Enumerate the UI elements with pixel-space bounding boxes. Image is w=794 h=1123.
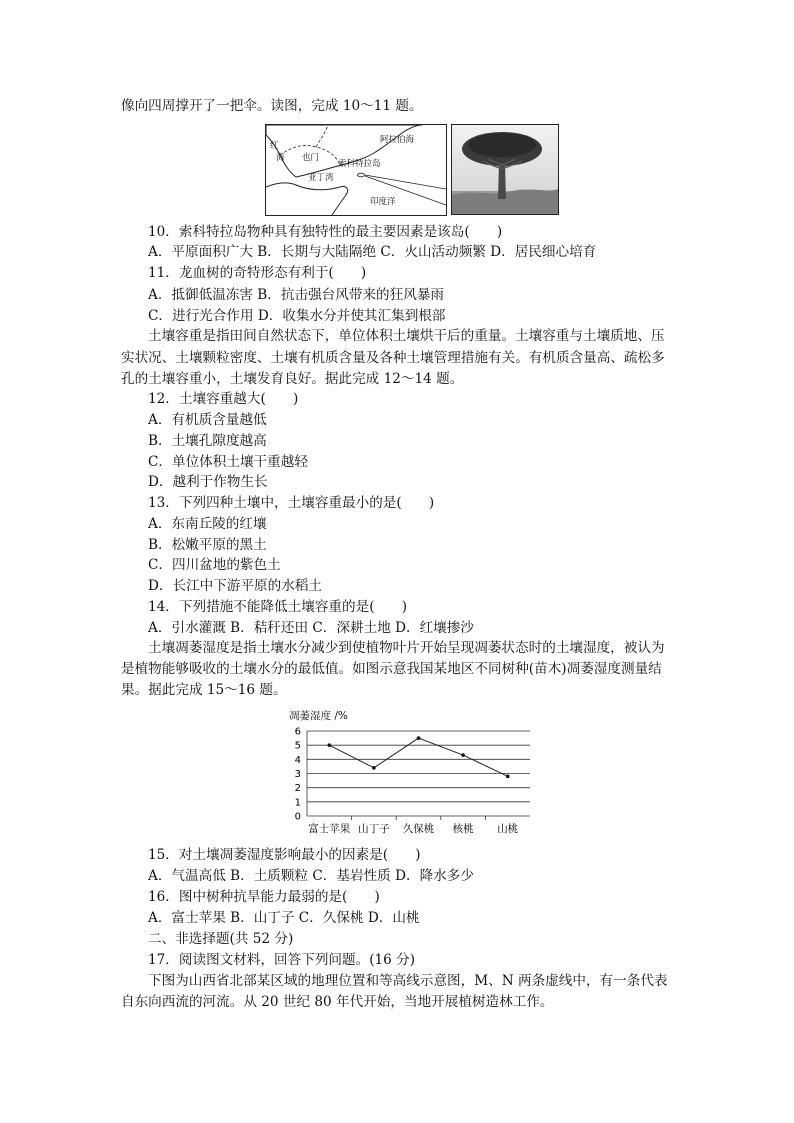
label-red-sea-2: 海 (276, 153, 285, 163)
passage-wilting-3: 果。据此完成 15～16 题。 (121, 682, 287, 698)
passage-soil-density-2: 实状况、土壤颗粒密度、土壤有机质含量及各种土壤管理措施有关。有机质含量高、疏松多 (121, 350, 665, 366)
chart-data-point (372, 766, 376, 770)
question-10-options: A．平原面积广大 B．长期与大陆隔绝 C．火山活动频繁 D．居民细心培育 (148, 244, 597, 260)
chart-x-tick-label: 久保桃 (402, 823, 435, 835)
question-14: 14．下列措施不能降低土壤容重的是( ) (148, 599, 407, 615)
passage-soil-density-3: 孔的土壤容重小，土壤发育良好。据此完成 12～14 题。 (121, 371, 464, 387)
question-12-option-d: D．越利于作物生长 (148, 474, 268, 490)
chart-y-tick-label: 4 (294, 754, 301, 766)
chart-y-tick-label: 5 (294, 740, 301, 752)
question-15: 15．对土壤凋萎湿度影响最小的因素是( ) (148, 847, 421, 863)
chart-y-tick-label: 0 (294, 811, 301, 823)
question-11: 11．龙血树的奇特形态有利于( ) (148, 265, 367, 281)
question-13: 13．下列四种土壤中，土壤容重最小的是( ) (148, 495, 435, 511)
chart-y-tick-label: 3 (294, 769, 301, 780)
tree-illustration (452, 125, 558, 214)
question-11-options-cd: C．进行光合作用 D．收集水分并使其汇集到根部 (148, 308, 446, 324)
question-12-option-c: C．单位体积土壤干重越轻 (148, 454, 308, 470)
chart-y-tick-label: 1 (294, 797, 301, 809)
question-17: 17．阅读图文材料，回答下列问题。(16 分) (148, 952, 416, 968)
label-red-sea-1: 红 (270, 141, 279, 151)
label-gulf-of-aden: 亚丁湾 (308, 173, 334, 183)
chart-svg (285, 703, 545, 843)
passage-soil-density-1: 土壤容重是指田间自然状态下，单位体积土壤烘干后的重量。土壤容重与土壤质地、压 (148, 328, 665, 344)
question-10: 10．索科特拉岛物种具有独特性的最主要因素是该岛( ) (148, 224, 503, 240)
chart-y-axis-label: 凋萎湿度 /% (289, 710, 348, 722)
chart-x-tick-label: 山桃 (497, 823, 519, 835)
question-12-option-b: B．土壤孔隙度越高 (148, 433, 267, 449)
pointer-line-1 (365, 175, 446, 189)
arabia-coast (266, 125, 422, 177)
question-14-options: A．引水灌溉 B．秸秆还田 C．深耕土地 D．红壤掺沙 (148, 620, 474, 636)
chart-data-point (417, 736, 421, 740)
socotra-location-map (265, 124, 447, 216)
question-12-option-a: A．有机质含量越低 (148, 412, 267, 428)
label-socotra: 索科特拉岛 (338, 159, 381, 169)
chart-y-tick-label: 6 (294, 726, 301, 738)
chart-data-point (461, 753, 465, 757)
chart-data-point (506, 775, 510, 779)
section-heading-2: 二、非选择题(共 52 分) (148, 931, 294, 947)
africa-coast (266, 183, 348, 215)
socotra-island (358, 173, 365, 177)
question-13-option-a: A．东南丘陵的红壤 (148, 516, 267, 532)
chart-y-tick-label: 2 (294, 783, 301, 795)
chart-x-tick-label: 核桃 (452, 823, 474, 835)
question-13-option-b: B．松嫩平原的黑土 (148, 537, 267, 553)
question-13-option-d: D．长江中下游平原的水稻土 (148, 578, 323, 594)
chart-x-tick-label: 山丁子 (358, 823, 390, 835)
label-yemen: 也门 (302, 153, 320, 163)
passage-shanxi-2: 自东向西流的河流。从 20 世纪 80 年代开始，当地开展植树造林工作。 (121, 994, 554, 1010)
intro-continuation: 像向四周撑开了一把伞。读图，完成 10～11 题。 (121, 98, 423, 114)
chart-x-tick-label: 富士苹果 (308, 823, 351, 835)
dragon-blood-tree-photo (451, 124, 559, 215)
question-16: 16．图中树种抗旱能力最弱的是( ) (148, 889, 380, 905)
wilting-humidity-chart (285, 703, 545, 843)
passage-wilting-2: 是植物能够吸收的土壤水分的最低值。如图示意我国某地区不同树种(苗木)凋萎湿度测量结 (121, 661, 662, 677)
chart-series-line (329, 738, 507, 776)
question-13-option-c: C．四川盆地的紫色土 (148, 557, 281, 573)
map-drawing (266, 125, 446, 215)
passage-shanxi-1: 下图为山西省北部某区域的地理位置和等高线示意图，M、N 两条虚线中，有一条代表 (148, 973, 668, 989)
question-11-options-ab: A．抵御低温冻害 B．抗击强台风带来的狂风暴雨 (148, 287, 445, 303)
question-12: 12．土壤容重越大( ) (148, 391, 299, 407)
label-indian-ocean: 印度洋 (370, 197, 396, 207)
question-16-options: A．富士苹果 B．山丁子 C．久保桃 D．山桃 (148, 910, 420, 926)
chart-data-point (328, 743, 332, 747)
passage-wilting-1: 土壤凋萎湿度是指土壤水分减少到使植物叶片开始呈现凋萎状态时的土壤湿度，被认为 (148, 640, 665, 656)
label-arabian-sea: 阿拉伯海 (380, 135, 415, 145)
border-north (316, 125, 328, 147)
question-15-options: A．气温高低 B．土质颗粒 C．基岩性质 D．降水多少 (148, 868, 474, 884)
